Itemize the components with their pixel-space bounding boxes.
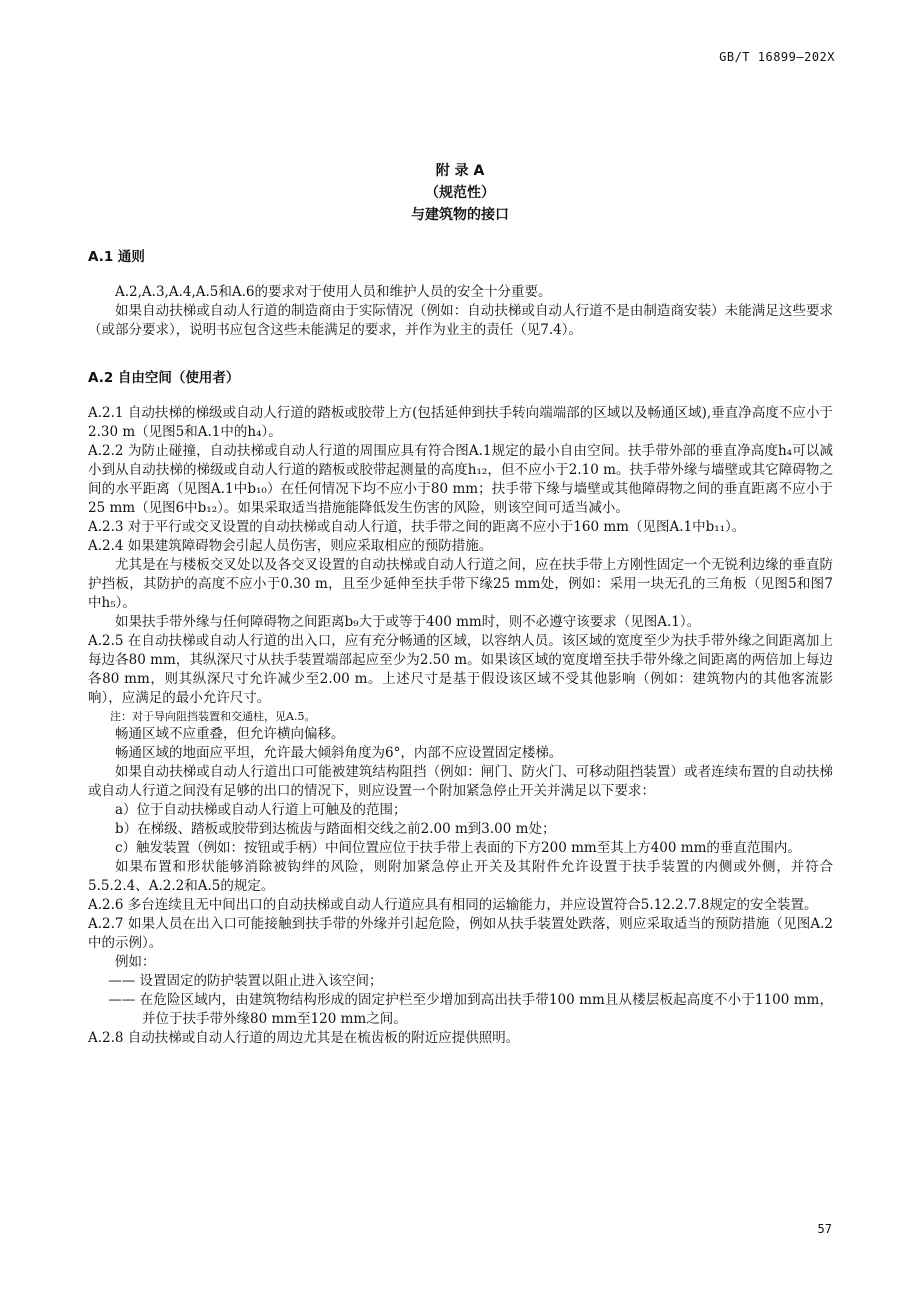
dash-item-1: —— 设置固定的防护装置以阻止进入该空间；	[108, 973, 383, 989]
clause-a26: A.2.6 多台连续且无中间出口的自动扶梯或自动人行道应具有相同的运输能力，并应设置符合5.12.2.7.8规定的安全装置。	[88, 897, 818, 913]
annex-title	[0, 160, 920, 226]
section-heading-a2: A.2 自由空间（使用者）	[88, 370, 240, 386]
standard-code: GB/T 16899—202X	[719, 50, 835, 64]
section-a2-body	[88, 404, 833, 1048]
annex-name: 与建筑物的接口	[411, 207, 509, 223]
page-number: 57	[817, 1222, 832, 1236]
clause-a22: A.2.2 为防止碰撞，自动扶梯或自动人行道的周围应具有符合图A.1规定的最小自由空间。扶手带外部的垂直净高度h₄可以减小到从自动扶梯的梯级或自动人行道的踏板或胶带起测量的高度h₁₂，但不应小于2.10 m。扶手带外缘与墙壁或其它障碍物之间的水平距离（见图A.1中b₁₀）在任何情况下均不应小于80 mm；扶手带下缘与墙壁或其他障碍物之间的垂直距离不应小于25 mm（见图6中b₁₂）。如果采取适当措施能降低发生伤害的风险，则该空间可适当减小。	[88, 443, 833, 516]
clause-a28: A.2.8 自动扶梯或自动人行道的周边尤其是在梳齿板的附近应提供照明。	[88, 1030, 520, 1046]
clause-a21: A.2.1 自动扶梯的梯级或自动人行道的踏板或胶带上方(包括延伸到扶手转向端端部的区域以及畅通区域),垂直净高度不应小于2.30 m（见图5和A.1中的h₄）。	[88, 405, 833, 440]
clause-a25: A.2.5 在自动扶梯或自动人行道的出入口，应有充分畅通的区域，以容纳人员。该区域的宽度至少为扶手带外缘之间距离加上每边各80 mm，其纵深尺寸从扶手装置端部起应至少为2.50 m。如果该区域的宽度增至扶手带外缘之间距离的两倍加上每边各80 mm，则其纵深尺寸允许减少至2.00 m。上述尺寸是基于假设该区域不受其他影响（例如：建筑物内的其他客流影响），应满足的最小允许尺寸。	[88, 633, 833, 706]
section-a2	[88, 366, 833, 386]
section-a1-body	[88, 283, 833, 340]
paragraph: 如果扶手带外缘与任何障碍物之间距离b₉大于或等于400 mm时，则不必遵守该要求（见图A.1）。	[115, 614, 701, 630]
paragraph: 如果自动扶梯或自动人行道出口可能被建筑结构阻挡（例如：闸门、防火门、可移动阻挡装置）或者连续布置的自动扶梯或自动人行道之间没有足够的出口的情况下，则应设置一个附加紧急停止开关并满足以下要求：	[88, 764, 833, 799]
clause-a27: A.2.7 如果人员在出入口可能接触到扶手带的外缘并引起危险，例如从扶手装置处跌落，则应采取适当的预防措施（见图A.2中的示例）。	[88, 916, 833, 951]
clause-a23: A.2.3 对于平行或交叉设置的自动扶梯或自动人行道，扶手带之间的距离不应小于160 mm（见图A.1中b₁₁）。	[88, 519, 746, 535]
annex-label: 附 录 A	[435, 163, 485, 179]
clause-a24: A.2.4 如果建筑障碍物会引起人员伤害，则应采取相应的预防措施。	[88, 538, 493, 554]
note: 注：对于导向阻挡装置和交通柱，见A.5。	[110, 710, 316, 723]
section-heading-a1: A.1 通则	[88, 249, 145, 265]
paragraph: A.2,A.3,A.4,A.5和A.6的要求对于使用人员和维护人员的安全十分重要。	[115, 284, 552, 300]
paragraph: 尤其是在与楼板交叉处以及各交叉设置的自动扶梯或自动人行道之间，应在扶手带上方刚性固定一个无锐利边缘的垂直防护挡板，其防护的高度不应小于0.30 m，且至少延伸至扶手带下缘25 mm处，例如：采用一块无孔的三角板（见图5和图7中h₅）。	[88, 557, 833, 611]
example-label: 例如：	[115, 954, 156, 970]
dash-item-2: —— 在危险区域内，由建筑物结构形成的固定护栏至少增加到高出扶手带100 mm且从楼层板起高度不小于1100 mm，并位于扶手带外缘80 mm至120 mm之间。	[108, 992, 833, 1027]
list-item-a: a）位于自动扶梯或自动人行道上可触及的范围；	[115, 802, 407, 818]
paragraph: 如果布置和形状能够消除被钩绊的风险，则附加紧急停止开关及其附件允许设置于扶手装置的内侧或外侧，并符合5.5.2.4、A.2.2和A.5的规定。	[88, 859, 833, 894]
list-item-c: c）触发装置（例如：按钮或手柄）中间位置应位于扶手带上表面的下方200 mm至其上方400 mm的垂直范围内。	[115, 840, 801, 856]
annex-type: （规范性）	[425, 185, 495, 201]
paragraph: 畅通区域不应重叠，但允许横向偏移。	[115, 726, 345, 742]
paragraph: 如果自动扶梯或自动人行道的制造商由于实际情况（例如：自动扶梯或自动人行道不是由制造商安装）未能满足这些要求（或部分要求），说明书应包含这些未能满足的要求，并作为业主的责任（见7.4）。	[88, 303, 833, 338]
section-a1	[88, 245, 833, 265]
paragraph: 畅通区域的地面应平坦，允许最大倾斜角度为6°，内部不应设置固定楼梯。	[115, 745, 563, 761]
list-item-b: b）在梯级、踏板或胶带到达梳齿与踏面相交线之前2.00 m到3.00 m处；	[115, 821, 556, 837]
